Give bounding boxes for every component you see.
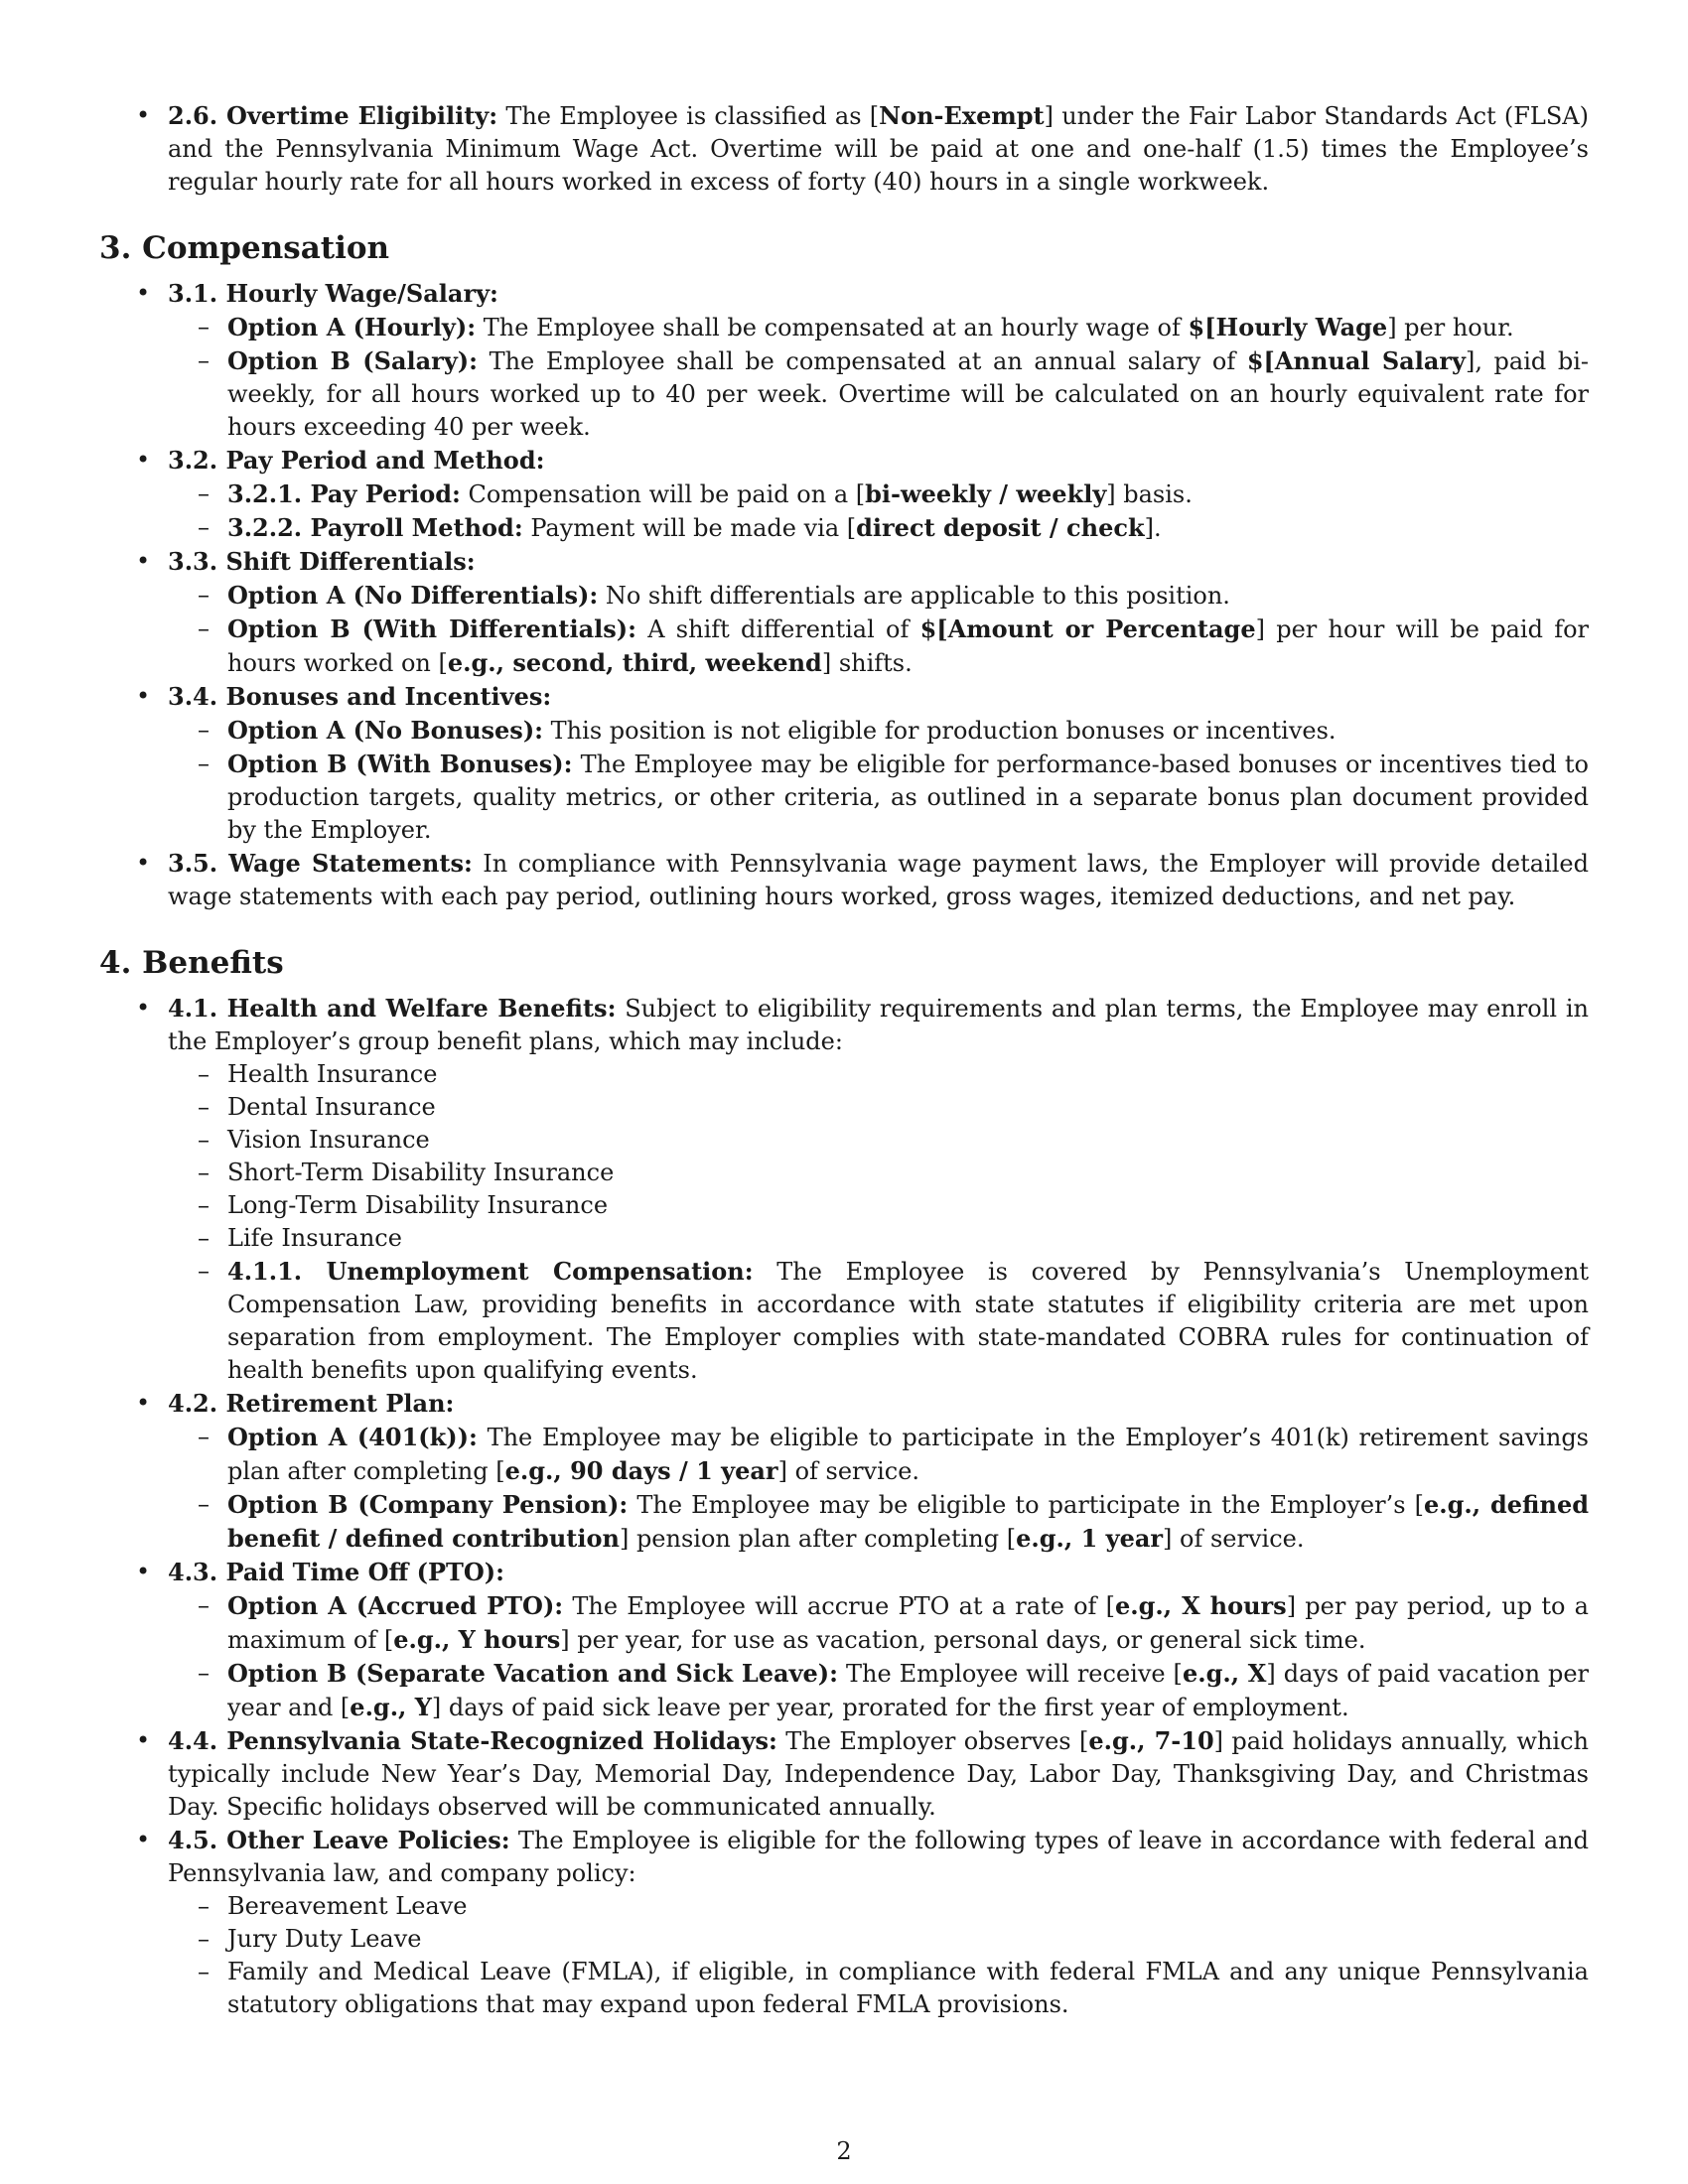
item-label: 3.4. Bonuses and Incentives:	[168, 682, 552, 711]
retirement-plan-item	[99, 1387, 1589, 1421]
document-body	[99, 99, 1589, 2021]
wage-option-b: – Option B (Salary): The Employee shall be compensated at an annual salary of $[Annual Salary], paid bi-weekly, for all hours worked up to 40 per week. Overtime will be calculated on an hourly equivalent rate for hours exceeding 40 per week.	[99, 344, 1589, 444]
payroll-method-subitem: – 3.2.2. Payroll Method: Payment will be made via [direct deposit / check].	[99, 511, 1589, 545]
benefit-plan-item: – Dental Insurance	[99, 1091, 1589, 1124]
retirement-option-a: – Option A (401(k)): The Employee may be eligible to participate in the Employer’s 401(k) retirement savings plan after completing [e.g., 90 days / 1 year] of service.	[99, 1421, 1589, 1488]
leave-type-item: – Family and Medical Leave (FMLA), if eligible, in compliance with federal FMLA and any unique Pennsylvania statutory obligations that may expand upon federal FMLA provisions.	[99, 1956, 1589, 2021]
bonus-option-b: – Option B (With Bonuses): The Employee may be eligible for performance-based bonuses or incentives tied to production targets, quality metrics, or other criteria, as outlined in a separate bonus plan document provided by the Employer.	[99, 748, 1589, 847]
item-label: 4.1. Health and Welfare Benefits:	[168, 994, 617, 1023]
pto-option-b: – Option B (Separate Vacation and Sick Leave): The Employee will receive [e.g., X] days of paid vacation per year and [e.g., Y] days of paid sick leave per year, prorated for the first year of employment.	[99, 1657, 1589, 1724]
holidays-item: • 4.4. Pennsylvania State-Recognized Holidays: The Employer observes [e.g., 7-10] paid holidays annually, which typically include New Year’s Day, Memorial Day, Independence Day, Labor Day, Thanksgiving Day, and Christmas Day. Specific holidays observed will be communicated annually.	[99, 1724, 1589, 1824]
retirement-option-b: – Option B (Company Pension): The Employee may be eligible to participate in the Employer’s [e.g., defined benefit / defined contribution] pension plan after completing [e.g., 1 year] of service.	[99, 1488, 1589, 1556]
item-label: 3.2. Pay Period and Method:	[168, 446, 545, 475]
item-label: 3.1. Hourly Wage/Salary:	[168, 279, 498, 308]
leave-type-item: – Jury Duty Leave	[99, 1923, 1589, 1956]
shift-differentials-item	[99, 545, 1589, 579]
other-leave-item: • 4.5. Other Leave Policies: The Employee is eligible for the following types of leave in accordance with federal and Pennsylvania law, and company policy:	[99, 1824, 1589, 1890]
pto-item	[99, 1556, 1589, 1589]
pay-period-method-item	[99, 444, 1589, 478]
leave-type-item: – Bereavement Leave	[99, 1890, 1589, 1923]
benefit-plan-item: – Long-Term Disability Insurance	[99, 1189, 1589, 1222]
benefit-plan-item: – Health Insurance	[99, 1058, 1589, 1091]
benefit-plan-item: – Life Insurance	[99, 1222, 1589, 1255]
shift-option-b: – Option B (With Differentials): A shift differential of $[Amount or Percentage] per hour will be paid for hours worked on [e.g., second, third, weekend] shifts.	[99, 613, 1589, 680]
wage-option-a: – Option A (Hourly): The Employee shall be compensated at an hourly wage of $[Hourly Wage] per hour.	[99, 311, 1589, 344]
item-label: 4.4. Pennsylvania State-Recognized Holidays:	[168, 1726, 777, 1755]
pay-period-subitem: – 3.2.1. Pay Period: Compensation will be paid on a [bi-weekly / weekly] basis.	[99, 478, 1589, 511]
pto-option-a: – Option A (Accrued PTO): The Employee will accrue PTO at a rate of [e.g., X hours] per pay period, up to a maximum of [e.g., Y hours] per year, for use as vacation, personal days, or general sick time.	[99, 1589, 1589, 1657]
bonus-option-a: – Option A (No Bonuses): This position is not eligible for production bonuses or incentives.	[99, 714, 1589, 748]
wage-statements-item: • 3.5. Wage Statements: In compliance with Pennsylvania wage payment laws, the Employer will provide detailed wage statements with each pay period, outlining hours worked, gross wages, itemized deductions, and net pay.	[99, 847, 1589, 913]
section-heading-compensation: 3. Compensation	[99, 230, 390, 266]
shift-option-a: – Option A (No Differentials): No shift differentials are applicable to this position.	[99, 579, 1589, 613]
page-number: 2	[836, 2137, 852, 2165]
item-label: 3.3. Shift Differentials:	[168, 547, 476, 576]
benefit-plan-item: – Short-Term Disability Insurance	[99, 1157, 1589, 1189]
overtime-eligibility-item: • 2.6. Overtime Eligibility: The Employee is classified as [Non-Exempt] under the Fair Labor Standards Act (FLSA) and the Pennsylvania Minimum Wage Act. Overtime will be paid at one and one-half (1.5) times the Employee’s regular hourly rate for all hours worked in excess of forty (40) hours in a single workweek.	[99, 99, 1589, 199]
section-heading-benefits: 4. Benefits	[99, 945, 284, 981]
item-label: 3.5. Wage Statements:	[168, 849, 473, 878]
item-label: 2.6. Overtime Eligibility:	[168, 101, 498, 130]
wage-salary-item	[99, 277, 1589, 311]
benefit-plan-item: – Vision Insurance	[99, 1124, 1589, 1157]
unemployment-compensation-subitem: – 4.1.1. Unemployment Compensation: The Employee is covered by Pennsylvania’s Unemployment Compensation Law, providing benefits in accordance with state statutes if eligibility criteria are met upon separation from employment. The Employer complies with state-mandated COBRA rules for continuation of health benefits upon qualifying events.	[99, 1255, 1589, 1387]
item-label: 4.5. Other Leave Policies:	[168, 1826, 510, 1854]
item-label: 4.2. Retirement Plan:	[168, 1389, 455, 1418]
bonuses-item	[99, 680, 1589, 714]
health-welfare-item: • 4.1. Health and Welfare Benefits: Subject to eligibility requirements and plan terms, the Employee may enroll in the Employer’s group benefit plans, which may include:	[99, 992, 1589, 1058]
item-label: 4.3. Paid Time Off (PTO):	[168, 1558, 505, 1586]
